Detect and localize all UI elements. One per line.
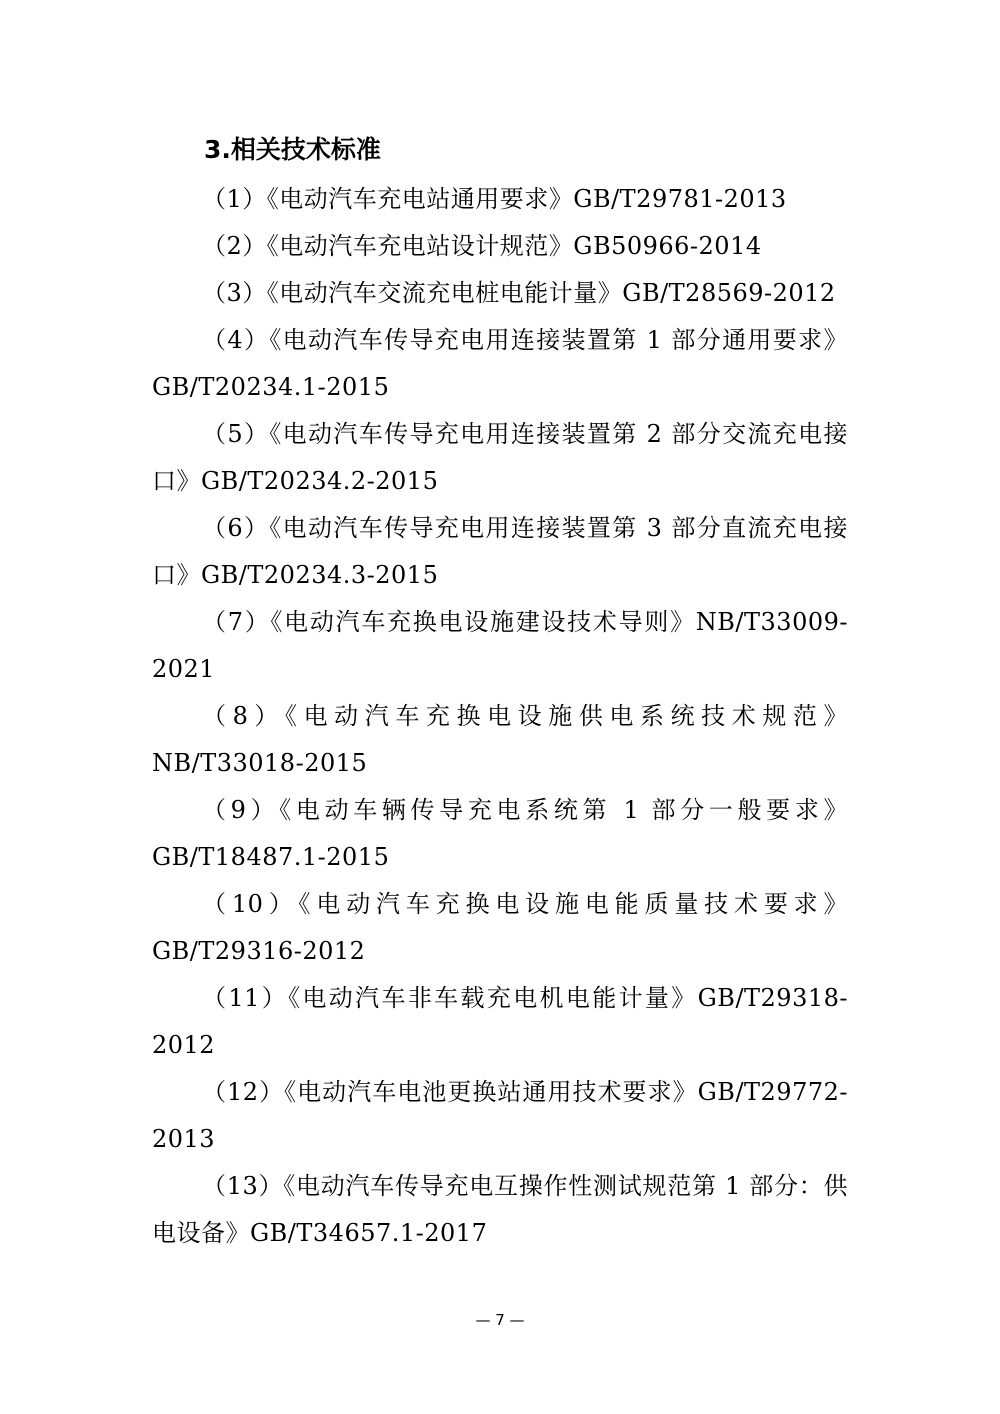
standard-item: （10）《电动汽车充换电设施电能质量技术要求》GB/T29316-2012 <box>152 890 848 965</box>
standard-item: （8）《电动汽车充换电设施供电系统技术规范》NB/T33018-2015 <box>152 702 848 777</box>
standard-item: （5）《电动汽车传导充电用连接装置第 2 部分交流充电接口》GB/T20234.2-2015 <box>152 420 848 495</box>
standard-item: （11）《电动汽车非车载充电机电能计量》GB/T29318-2012 <box>152 984 848 1059</box>
standard-item: （12）《电动汽车电池更换站通用技术要求》GB/T29772-2013 <box>152 1078 848 1153</box>
standard-item: （3）《电动汽车交流充电桩电能计量》GB/T28569-2012 <box>202 279 836 307</box>
standard-item: （7）《电动汽车充换电设施建设技术导则》NB/T33009-2021 <box>152 608 848 683</box>
standard-item: （4）《电动汽车传导充电用连接装置第 1 部分通用要求》GB/T20234.1-2015 <box>152 326 848 401</box>
standard-item: （1）《电动汽车充电站通用要求》GB/T29781-2013 <box>202 185 787 213</box>
standard-item: （13）《电动汽车传导充电互操作性测试规范第 1 部分：供电设备》GB/T34657.1-2017 <box>152 1172 848 1247</box>
standard-item: （2）《电动汽车充电站设计规范》GB50966-2014 <box>202 232 762 260</box>
page-number: — 7 — <box>475 1311 525 1329</box>
standards-list <box>152 176 848 1257</box>
section-heading: 3.相关技术标准 <box>204 135 381 164</box>
standard-item: （9）《电动车辆传导充电系统第 1 部分一般要求》GB/T18487.1-2015 <box>152 796 848 871</box>
standard-item: （6）《电动汽车传导充电用连接装置第 3 部分直流充电接口》GB/T20234.3-2015 <box>152 514 848 589</box>
